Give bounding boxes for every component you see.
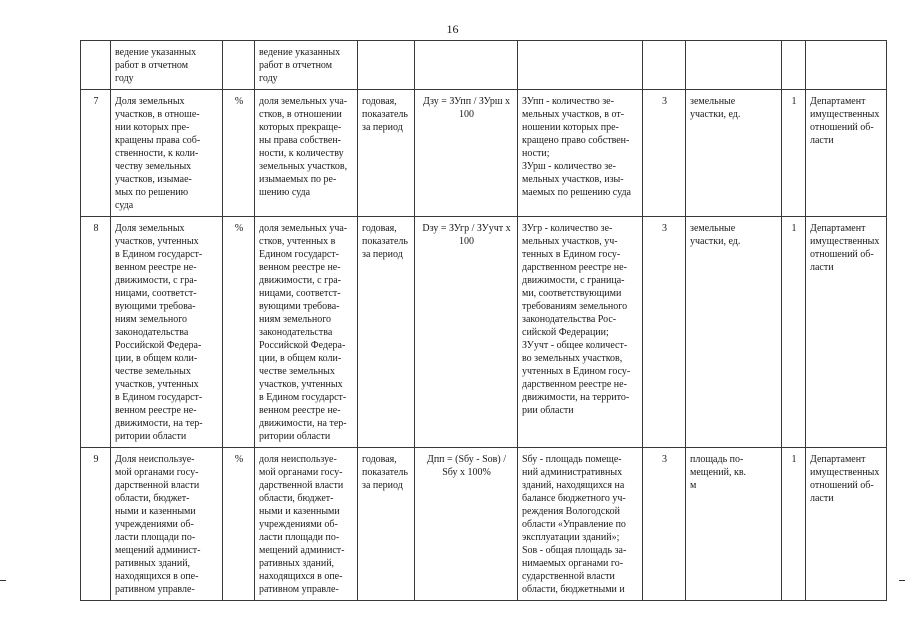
cell-indicator-name: Доля земельных участков, в отноше- нии которых пре- кращены права соб- ственности, к коли- честву земельных участков, изымае- мых по решению суда: [111, 90, 223, 217]
cell-variables: [518, 41, 643, 90]
table-row: [81, 217, 887, 448]
cell-period: годовая, показатель за период: [358, 90, 415, 217]
cell-responsible: [806, 41, 887, 90]
right-edge-mark: [899, 580, 905, 581]
table-row: [81, 90, 887, 217]
cell-formula: [415, 41, 518, 90]
cell-responsible: Департамент имущественных отношений об- ласти: [806, 217, 887, 448]
left-edge-mark: [0, 580, 6, 581]
cell-indicator-name: Доля неиспользуе- мой органами госу- дарственной власти области, бюджет- ными и казенными учреждениями об- ласти площади по- мещений админист- ративных зданий, находящихся в опе- ративном управле-: [111, 448, 223, 601]
cell-period: годовая, показатель за период: [358, 448, 415, 601]
cell-variables: ЗУпп - количество зе- мельных участков, в от- ношении которых пре- кращено право собствен- ности; ЗУрш - количество зе- мельных участков, изы- маемых по решению суда: [518, 90, 643, 217]
cell-measure: земельные участки, ед.: [686, 217, 782, 448]
cell-type: [643, 41, 686, 90]
cell-formula: Дпп = (Sбу - Sов) / Sбу х 100%: [415, 448, 518, 601]
cell-definition: доля земельных уча- стков, учтенных в Едином государст- венном реестре не- движимости, с гра- ницами, соответст- вующими требова- ниям земельного законодательства Российской Федера- ции, в общем коли- честве земельных участков, учтенных в Едином государст- венном реестре не- движимости, на тер- ритории области: [255, 217, 358, 448]
cell-responsible: Департамент имущественных отношений об- ласти: [806, 448, 887, 601]
cell-type: 3: [643, 90, 686, 217]
cell-num: 9: [81, 448, 111, 601]
cell-measure: [686, 41, 782, 90]
table-row: [81, 448, 887, 601]
cell-measure: земельные участки, ед.: [686, 90, 782, 217]
cell-variables: ЗУгр - количество зе- мельных участков, уч- тенных в Едином госу- дарственном реестре не- движимости, с граница- ми, соответствующими требованиям земельного законодательства Рос- сийской Федерации; ЗУучт - общее количест- во земельных участков, учтенных в Едином госу- дарственном реестре не- движимости, на террито- рии области: [518, 217, 643, 448]
page-number: 16: [446, 22, 459, 36]
cell-variables: Sбу - площадь помеще- ний административных зданий, находящихся на балансе бюджетного уч- реждения Вологодской области «Управление по эксплуатации зданий»; Sов - общая площадь за- нимаемых органами го- сударственной власти области, бюджетными и: [518, 448, 643, 601]
cell-definition: доля неиспользуе- мой органами госу- дарственной власти области, бюджет- ными и казенными учреждениями об- ласти площади по- мещений админист- ративных зданий, находящихся в опе- ративном управле-: [255, 448, 358, 601]
cell-responsible: Департамент имущественных отношений об- ласти: [806, 90, 887, 217]
cell-indicator-name: Доля земельных участков, учтенных в Едином государст- венном реестре не- движимости, с гра- ницами, соответст- вующими требова- ниям земельного законодательства Российской Федера- ции, в общем коли- честве земельных участков, учтенных в Едином государст- венном реестре не- движимости, на тер- ритории области: [111, 217, 223, 448]
cell-formula: Дзу = ЗУпп / ЗУрш х 100: [415, 90, 518, 217]
table-row-continued: [81, 41, 887, 90]
cell-type: 3: [643, 217, 686, 448]
cell-definition: ведение указанных работ в отчетном году: [255, 41, 358, 90]
cell-type: 3: [643, 448, 686, 601]
cell-period: [358, 41, 415, 90]
cell-unit: %: [223, 217, 255, 448]
cell-weight: 1: [782, 90, 806, 217]
cell-num: [81, 41, 111, 90]
cell-weight: 1: [782, 448, 806, 601]
cell-num: 8: [81, 217, 111, 448]
cell-unit: [223, 41, 255, 90]
cell-unit: %: [223, 448, 255, 601]
cell-unit: %: [223, 90, 255, 217]
cell-period: годовая, показатель за период: [358, 217, 415, 448]
cell-indicator-name: ведение указанных работ в отчетном году: [111, 41, 223, 90]
cell-definition: доля земельных уча- стков, в отношении которых прекраще- ны права собствен- ности, к количеству земельных участков, изымаемых по ре- шению суда: [255, 90, 358, 217]
cell-num: 7: [81, 90, 111, 217]
cell-weight: [782, 41, 806, 90]
indicators-table: [80, 40, 887, 601]
cell-weight: 1: [782, 217, 806, 448]
cell-formula: Dзу = ЗУгр / ЗУучт х 100: [415, 217, 518, 448]
cell-measure: площадь по- мещений, кв. м: [686, 448, 782, 601]
